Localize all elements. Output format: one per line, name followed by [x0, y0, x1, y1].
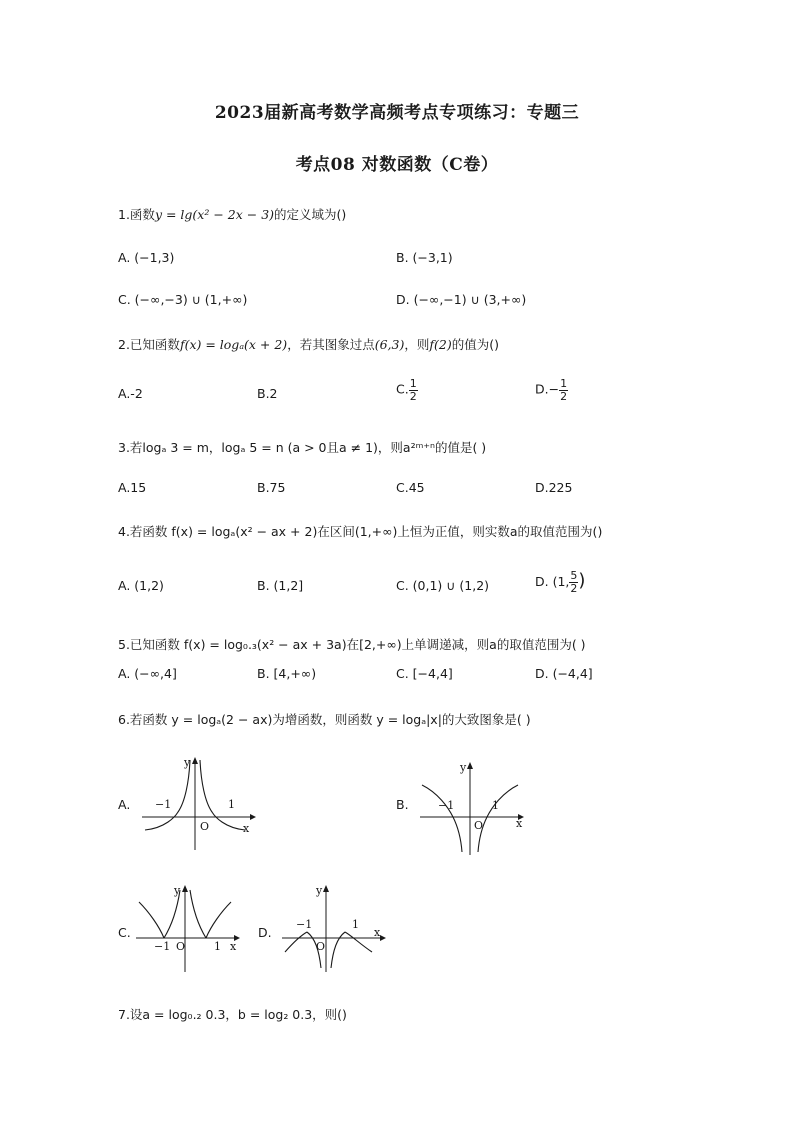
question-4-option-d[interactable]: D. (1, $\frac{5}{2}$ )	[535, 569, 586, 595]
question-3-option-a[interactable]: A.15	[118, 480, 147, 495]
question-1-stem: 1.函数y = lg(x² − 2x − 3)的定义域为()	[118, 207, 347, 222]
document-title: 2023届新高考数学高频考点专项练习：专题三	[214, 103, 580, 123]
question-6-option-b[interactable]: B.	[396, 797, 409, 812]
question-6-option-d[interactable]: D.	[258, 925, 272, 940]
graph-b-neg1-label: −1	[438, 799, 455, 812]
graph-a-x-label: x	[243, 822, 250, 835]
fraction-half: $\frac{1}{2}$	[560, 377, 568, 403]
question-1-option-a[interactable]: A. (−1,3)	[118, 250, 175, 265]
graph-a-neg1-label: −1	[155, 798, 172, 811]
graph-a-origin-label: O	[200, 820, 210, 833]
question-4-option-c[interactable]: C. (0,1) ∪ (1,2)	[396, 578, 490, 593]
question-3-option-b[interactable]: B.75	[257, 480, 286, 495]
question-5-option-d[interactable]: D. (−4,4]	[535, 666, 593, 681]
graph-a-pos1-label: 1	[228, 798, 235, 811]
graph-c	[134, 880, 249, 979]
question-2-option-d[interactable]: D.− $\frac{1}{2}$	[535, 377, 568, 403]
document-subtitle: 考点08 对数函数（C卷）	[295, 155, 499, 175]
fraction-five-halves: $\frac{5}{2}$	[570, 569, 578, 595]
question-2-option-a[interactable]: A.-2	[118, 386, 143, 401]
question-6-stem: 6.若函数 y = logₐ(2 − ax)为增函数，则函数 y = logₐ|x|的大致图象是( )	[118, 712, 531, 727]
question-4-option-b[interactable]: B. (1,2]	[257, 578, 304, 593]
question-1-option-d[interactable]: D. (−∞,−1) ∪ (3,+∞)	[396, 292, 527, 307]
question-2-stem: 2.已知函数f(x) = logₐ(x + 2)，若其图象过点(6,3)，则f(2)的值为()	[118, 337, 499, 352]
question-2-option-c[interactable]: C. $\frac{1}{2}$	[396, 377, 417, 403]
question-3-option-d[interactable]: D.225	[535, 480, 573, 495]
question-2-option-b[interactable]: B.2	[257, 386, 278, 401]
question-5-option-c[interactable]: C. [−4,4]	[396, 666, 453, 681]
graph-b-y-label: y	[460, 761, 467, 774]
question-1-option-c[interactable]: C. (−∞,−3) ∪ (1,+∞)	[118, 292, 248, 307]
question-5-option-a[interactable]: A. (−∞,4]	[118, 666, 177, 681]
graph-c-pos1-label: 1	[214, 940, 221, 953]
graph-d-x-label: x	[374, 926, 381, 939]
graph-c-y-label: y	[174, 884, 181, 897]
graph-c-neg1-label: −1	[154, 940, 171, 953]
question-3-stem: 3.若logₐ 3 = m，logₐ 5 = n (a > 0且a ≠ 1)，则a²ᵐ⁺ⁿ的值是( )	[118, 440, 487, 455]
graph-c-x-label: x	[230, 940, 237, 953]
graph-b-pos1-label: 1	[492, 799, 499, 812]
graph-c-origin-label: O	[176, 940, 186, 953]
graph-d-pos1-label: 1	[352, 918, 359, 931]
graph-b-origin-label: O	[474, 819, 484, 832]
graph-a	[140, 752, 260, 856]
graph-d	[280, 880, 395, 979]
question-6-option-a[interactable]: A.	[118, 797, 131, 812]
question-4-stem: 4.若函数 f(x) = logₐ(x² − ax + 2)在区间(1,+∞)上恒为正值，则实数a的取值范围为()	[118, 524, 603, 539]
question-3-option-c[interactable]: C.45	[396, 480, 425, 495]
question-1-option-b[interactable]: B. (−3,1)	[396, 250, 453, 265]
fraction-half: $\frac{1}{2}$	[409, 377, 417, 403]
graph-b-x-label: x	[516, 817, 523, 830]
graph-a-y-label: y	[184, 756, 191, 769]
graph-d-y-label: y	[316, 884, 323, 897]
question-4-option-a[interactable]: A. (1,2)	[118, 578, 164, 593]
question-5-option-b[interactable]: B. [4,+∞)	[257, 666, 317, 681]
graph-d-origin-label: O	[316, 940, 326, 953]
question-5-stem: 5.已知函数 f(x) = log₀.₃(x² − ax + 3a)在[2,+∞)上单调递减，则a的取值范围为( )	[118, 637, 586, 652]
graph-d-neg1-label: −1	[296, 918, 313, 931]
graph-b	[418, 757, 538, 861]
question-6-option-c[interactable]: C.	[118, 925, 131, 940]
question-7-stem: 7.设a = log₀.₂ 0.3，b = log₂ 0.3，则()	[118, 1007, 347, 1022]
